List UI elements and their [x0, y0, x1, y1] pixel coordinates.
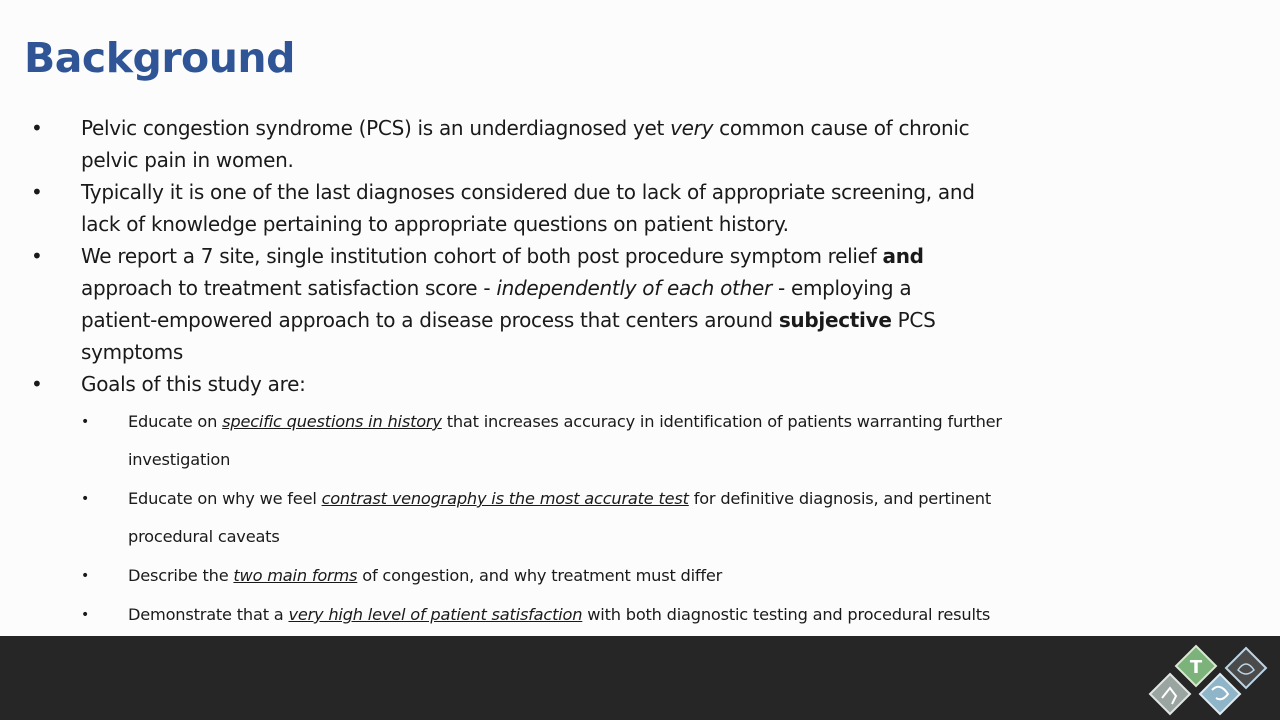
svg-text:T: T: [1189, 657, 1203, 678]
bullet-2-line-1: Typically it is one of the last diagnoses considered due to lack of appropriate screening, and: [81, 180, 975, 204]
bullet-3-line-3: patient-empowered approach to a disease process that centers around subjective PCS: [81, 308, 936, 332]
slide-title: Background: [24, 34, 295, 82]
bullet-marker: •: [31, 244, 43, 268]
sub-bullet-2-line-1: Educate on why we feel contrast venography is the most accurate test for definitive diagnosis, and pertinent: [128, 489, 991, 508]
sub-bullet-2-line-2: procedural caveats: [128, 527, 280, 546]
bullet-4-line-1: Goals of this study are:: [81, 372, 306, 396]
sub-bullet-marker: •: [81, 491, 90, 507]
sub-bullet-4-line-1: Demonstrate that a very high level of patient satisfaction with both diagnostic testing and procedural results: [128, 605, 991, 624]
bullet-marker: •: [31, 180, 43, 204]
bullet-1-line-1: Pelvic congestion syndrome (PCS) is an underdiagnosed yet very common cause of chronic: [81, 116, 970, 140]
bullet-1-line-2: pelvic pain in women.: [81, 148, 294, 172]
bullet-marker: •: [31, 116, 43, 140]
bullet-3-line-2: approach to treatment satisfaction score - independently of each other - employing a: [81, 276, 912, 300]
sub-bullet-3-line-1: Describe the two main forms of congestion, and why treatment must differ: [128, 566, 723, 585]
bullet-3-line-4: symptoms: [81, 340, 184, 364]
sub-bullet-marker: •: [81, 414, 90, 430]
sub-bullet-1-line-1: Educate on specific questions in history that increases accuracy in identification of patients warranting further: [128, 412, 1002, 431]
bullet-3-line-1: We report a 7 site, single institution cohort of both post procedure symptom relief and: [81, 244, 924, 268]
bullet-2-line-2: lack of knowledge pertaining to appropriate questions on patient history.: [81, 212, 789, 236]
medical-diamond-logo-icon: [1140, 640, 1276, 720]
sub-bullet-marker: •: [81, 568, 90, 584]
footer-bar: [0, 636, 1280, 720]
bullet-marker: •: [31, 372, 43, 396]
sub-bullet-1-line-2: investigation: [128, 450, 231, 469]
sub-bullet-marker: •: [81, 607, 90, 623]
